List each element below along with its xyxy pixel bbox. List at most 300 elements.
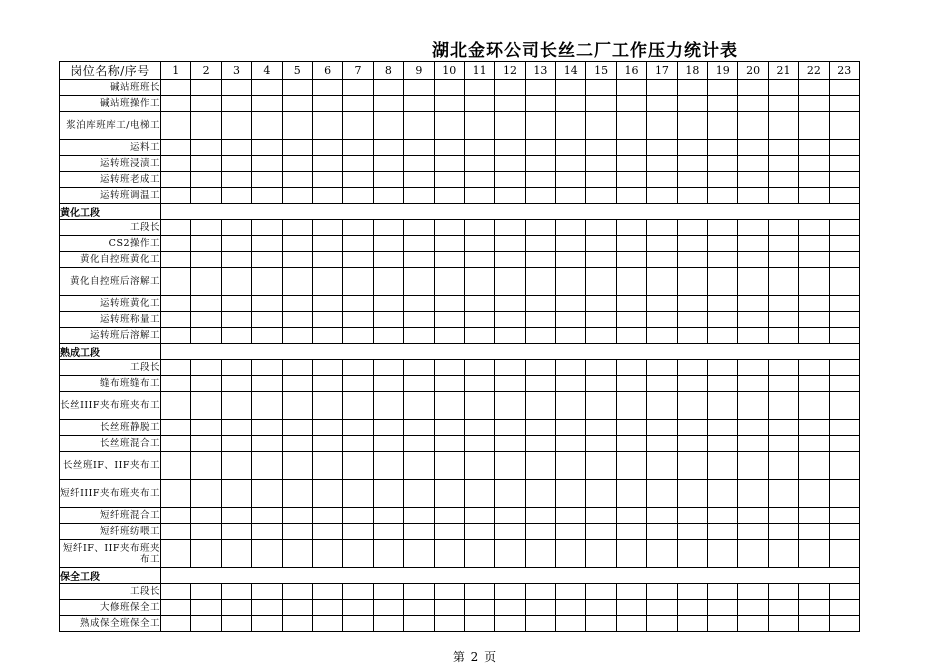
data-cell[interactable] <box>586 508 616 524</box>
data-cell[interactable] <box>768 236 798 252</box>
data-cell[interactable] <box>768 376 798 392</box>
data-cell[interactable] <box>677 140 707 156</box>
data-cell[interactable] <box>191 452 221 480</box>
data-cell[interactable] <box>738 540 768 568</box>
data-cell[interactable] <box>343 172 373 188</box>
data-cell[interactable] <box>464 328 494 344</box>
data-cell[interactable] <box>343 508 373 524</box>
data-cell[interactable] <box>495 268 525 296</box>
data-cell[interactable] <box>738 140 768 156</box>
data-cell[interactable] <box>404 156 434 172</box>
data-cell[interactable] <box>373 296 403 312</box>
data-cell[interactable] <box>252 452 282 480</box>
data-cell[interactable] <box>525 360 555 376</box>
data-cell[interactable] <box>586 420 616 436</box>
data-cell[interactable] <box>191 80 221 96</box>
data-cell[interactable] <box>586 172 616 188</box>
data-cell[interactable] <box>221 376 251 392</box>
data-cell[interactable] <box>799 80 829 96</box>
data-cell[interactable] <box>221 268 251 296</box>
data-cell[interactable] <box>434 600 464 616</box>
data-cell[interactable] <box>586 156 616 172</box>
data-cell[interactable] <box>161 188 191 204</box>
data-cell[interactable] <box>404 328 434 344</box>
data-cell[interactable] <box>161 480 191 508</box>
data-cell[interactable] <box>312 188 342 204</box>
data-cell[interactable] <box>586 616 616 632</box>
data-cell[interactable] <box>312 508 342 524</box>
data-cell[interactable] <box>495 96 525 112</box>
data-cell[interactable] <box>495 600 525 616</box>
data-cell[interactable] <box>434 112 464 140</box>
data-cell[interactable] <box>768 600 798 616</box>
data-cell[interactable] <box>647 296 677 312</box>
data-cell[interactable] <box>829 452 859 480</box>
data-cell[interactable] <box>252 252 282 268</box>
data-cell[interactable] <box>252 236 282 252</box>
data-cell[interactable] <box>708 220 738 236</box>
data-cell[interactable] <box>191 480 221 508</box>
data-cell[interactable] <box>829 236 859 252</box>
data-cell[interactable] <box>829 616 859 632</box>
data-cell[interactable] <box>768 392 798 420</box>
data-cell[interactable] <box>525 524 555 540</box>
data-cell[interactable] <box>677 252 707 268</box>
data-cell[interactable] <box>252 312 282 328</box>
data-cell[interactable] <box>343 420 373 436</box>
data-cell[interactable] <box>677 436 707 452</box>
data-cell[interactable] <box>616 436 646 452</box>
data-cell[interactable] <box>495 420 525 436</box>
data-cell[interactable] <box>799 392 829 420</box>
data-cell[interactable] <box>829 188 859 204</box>
data-cell[interactable] <box>373 600 403 616</box>
data-cell[interactable] <box>464 508 494 524</box>
data-cell[interactable] <box>829 360 859 376</box>
data-cell[interactable] <box>525 188 555 204</box>
data-cell[interactable] <box>495 540 525 568</box>
data-cell[interactable] <box>799 480 829 508</box>
data-cell[interactable] <box>829 540 859 568</box>
data-cell[interactable] <box>312 220 342 236</box>
data-cell[interactable] <box>343 252 373 268</box>
data-cell[interactable] <box>616 616 646 632</box>
data-cell[interactable] <box>434 296 464 312</box>
data-cell[interactable] <box>161 420 191 436</box>
data-cell[interactable] <box>768 172 798 188</box>
data-cell[interactable] <box>525 80 555 96</box>
data-cell[interactable] <box>161 312 191 328</box>
data-cell[interactable] <box>252 328 282 344</box>
data-cell[interactable] <box>525 252 555 268</box>
data-cell[interactable] <box>799 508 829 524</box>
data-cell[interactable] <box>161 540 191 568</box>
data-cell[interactable] <box>373 96 403 112</box>
data-cell[interactable] <box>404 140 434 156</box>
data-cell[interactable] <box>799 112 829 140</box>
data-cell[interactable] <box>495 220 525 236</box>
data-cell[interactable] <box>464 112 494 140</box>
data-cell[interactable] <box>525 156 555 172</box>
data-cell[interactable] <box>161 112 191 140</box>
data-cell[interactable] <box>373 188 403 204</box>
data-cell[interactable] <box>373 328 403 344</box>
data-cell[interactable] <box>738 524 768 540</box>
data-cell[interactable] <box>221 312 251 328</box>
data-cell[interactable] <box>738 220 768 236</box>
data-cell[interactable] <box>677 616 707 632</box>
data-cell[interactable] <box>221 584 251 600</box>
data-cell[interactable] <box>464 600 494 616</box>
data-cell[interactable] <box>373 452 403 480</box>
data-cell[interactable] <box>404 540 434 568</box>
data-cell[interactable] <box>708 600 738 616</box>
data-cell[interactable] <box>708 80 738 96</box>
data-cell[interactable] <box>768 452 798 480</box>
data-cell[interactable] <box>799 600 829 616</box>
data-cell[interactable] <box>373 312 403 328</box>
data-cell[interactable] <box>586 312 616 328</box>
data-cell[interactable] <box>404 112 434 140</box>
data-cell[interactable] <box>799 436 829 452</box>
data-cell[interactable] <box>161 156 191 172</box>
data-cell[interactable] <box>647 508 677 524</box>
data-cell[interactable] <box>191 268 221 296</box>
data-cell[interactable] <box>616 540 646 568</box>
data-cell[interactable] <box>616 252 646 268</box>
data-cell[interactable] <box>556 508 586 524</box>
data-cell[interactable] <box>404 268 434 296</box>
data-cell[interactable] <box>282 600 312 616</box>
data-cell[interactable] <box>829 584 859 600</box>
data-cell[interactable] <box>252 480 282 508</box>
data-cell[interactable] <box>647 220 677 236</box>
data-cell[interactable] <box>221 600 251 616</box>
data-cell[interactable] <box>738 96 768 112</box>
data-cell[interactable] <box>191 220 221 236</box>
data-cell[interactable] <box>799 236 829 252</box>
data-cell[interactable] <box>343 540 373 568</box>
data-cell[interactable] <box>252 600 282 616</box>
data-cell[interactable] <box>799 616 829 632</box>
data-cell[interactable] <box>434 360 464 376</box>
data-cell[interactable] <box>616 600 646 616</box>
data-cell[interactable] <box>434 80 464 96</box>
data-cell[interactable] <box>221 96 251 112</box>
data-cell[interactable] <box>282 480 312 508</box>
data-cell[interactable] <box>464 296 494 312</box>
data-cell[interactable] <box>191 172 221 188</box>
data-cell[interactable] <box>312 420 342 436</box>
data-cell[interactable] <box>647 524 677 540</box>
data-cell[interactable] <box>586 220 616 236</box>
data-cell[interactable] <box>161 140 191 156</box>
data-cell[interactable] <box>768 156 798 172</box>
data-cell[interactable] <box>373 540 403 568</box>
data-cell[interactable] <box>829 524 859 540</box>
data-cell[interactable] <box>373 524 403 540</box>
data-cell[interactable] <box>556 252 586 268</box>
data-cell[interactable] <box>343 392 373 420</box>
data-cell[interactable] <box>647 616 677 632</box>
data-cell[interactable] <box>312 540 342 568</box>
data-cell[interactable] <box>829 376 859 392</box>
data-cell[interactable] <box>464 268 494 296</box>
data-cell[interactable] <box>404 296 434 312</box>
data-cell[interactable] <box>373 508 403 524</box>
data-cell[interactable] <box>434 156 464 172</box>
data-cell[interactable] <box>221 80 251 96</box>
data-cell[interactable] <box>282 540 312 568</box>
data-cell[interactable] <box>161 508 191 524</box>
data-cell[interactable] <box>708 140 738 156</box>
data-cell[interactable] <box>738 296 768 312</box>
data-cell[interactable] <box>829 312 859 328</box>
data-cell[interactable] <box>768 436 798 452</box>
data-cell[interactable] <box>768 112 798 140</box>
data-cell[interactable] <box>191 508 221 524</box>
data-cell[interactable] <box>495 360 525 376</box>
data-cell[interactable] <box>768 96 798 112</box>
data-cell[interactable] <box>495 392 525 420</box>
data-cell[interactable] <box>708 112 738 140</box>
data-cell[interactable] <box>829 80 859 96</box>
data-cell[interactable] <box>495 188 525 204</box>
data-cell[interactable] <box>464 188 494 204</box>
data-cell[interactable] <box>495 252 525 268</box>
data-cell[interactable] <box>343 296 373 312</box>
data-cell[interactable] <box>282 524 312 540</box>
data-cell[interactable] <box>343 188 373 204</box>
data-cell[interactable] <box>738 392 768 420</box>
data-cell[interactable] <box>221 508 251 524</box>
data-cell[interactable] <box>708 584 738 600</box>
data-cell[interactable] <box>799 328 829 344</box>
data-cell[interactable] <box>738 616 768 632</box>
data-cell[interactable] <box>404 172 434 188</box>
data-cell[interactable] <box>768 140 798 156</box>
data-cell[interactable] <box>312 172 342 188</box>
data-cell[interactable] <box>464 360 494 376</box>
data-cell[interactable] <box>799 96 829 112</box>
data-cell[interactable] <box>525 296 555 312</box>
data-cell[interactable] <box>586 524 616 540</box>
data-cell[interactable] <box>647 600 677 616</box>
data-cell[interactable] <box>708 480 738 508</box>
data-cell[interactable] <box>495 480 525 508</box>
data-cell[interactable] <box>464 436 494 452</box>
data-cell[interactable] <box>556 236 586 252</box>
data-cell[interactable] <box>677 508 707 524</box>
data-cell[interactable] <box>373 360 403 376</box>
data-cell[interactable] <box>799 584 829 600</box>
data-cell[interactable] <box>343 524 373 540</box>
data-cell[interactable] <box>404 600 434 616</box>
data-cell[interactable] <box>161 600 191 616</box>
data-cell[interactable] <box>312 268 342 296</box>
data-cell[interactable] <box>829 220 859 236</box>
data-cell[interactable] <box>556 312 586 328</box>
data-cell[interactable] <box>677 220 707 236</box>
data-cell[interactable] <box>191 252 221 268</box>
data-cell[interactable] <box>708 452 738 480</box>
data-cell[interactable] <box>282 268 312 296</box>
data-cell[interactable] <box>647 188 677 204</box>
data-cell[interactable] <box>495 508 525 524</box>
data-cell[interactable] <box>586 96 616 112</box>
data-cell[interactable] <box>738 156 768 172</box>
data-cell[interactable] <box>616 112 646 140</box>
data-cell[interactable] <box>556 452 586 480</box>
data-cell[interactable] <box>373 112 403 140</box>
data-cell[interactable] <box>464 312 494 328</box>
data-cell[interactable] <box>525 96 555 112</box>
data-cell[interactable] <box>616 392 646 420</box>
data-cell[interactable] <box>829 508 859 524</box>
data-cell[interactable] <box>556 436 586 452</box>
data-cell[interactable] <box>647 312 677 328</box>
data-cell[interactable] <box>738 188 768 204</box>
data-cell[interactable] <box>556 328 586 344</box>
data-cell[interactable] <box>221 420 251 436</box>
data-cell[interactable] <box>373 616 403 632</box>
data-cell[interactable] <box>708 188 738 204</box>
data-cell[interactable] <box>404 420 434 436</box>
data-cell[interactable] <box>616 268 646 296</box>
data-cell[interactable] <box>161 220 191 236</box>
data-cell[interactable] <box>799 140 829 156</box>
data-cell[interactable] <box>191 312 221 328</box>
data-cell[interactable] <box>708 172 738 188</box>
data-cell[interactable] <box>404 452 434 480</box>
data-cell[interactable] <box>708 268 738 296</box>
data-cell[interactable] <box>312 616 342 632</box>
data-cell[interactable] <box>616 376 646 392</box>
data-cell[interactable] <box>221 220 251 236</box>
data-cell[interactable] <box>768 188 798 204</box>
data-cell[interactable] <box>556 376 586 392</box>
data-cell[interactable] <box>434 524 464 540</box>
data-cell[interactable] <box>677 584 707 600</box>
data-cell[interactable] <box>434 172 464 188</box>
data-cell[interactable] <box>161 584 191 600</box>
data-cell[interactable] <box>677 392 707 420</box>
data-cell[interactable] <box>252 96 282 112</box>
data-cell[interactable] <box>373 220 403 236</box>
data-cell[interactable] <box>495 80 525 96</box>
data-cell[interactable] <box>495 328 525 344</box>
data-cell[interactable] <box>647 420 677 436</box>
data-cell[interactable] <box>191 420 221 436</box>
data-cell[interactable] <box>556 96 586 112</box>
data-cell[interactable] <box>677 96 707 112</box>
data-cell[interactable] <box>252 80 282 96</box>
data-cell[interactable] <box>464 480 494 508</box>
data-cell[interactable] <box>282 156 312 172</box>
data-cell[interactable] <box>647 480 677 508</box>
data-cell[interactable] <box>343 376 373 392</box>
data-cell[interactable] <box>799 156 829 172</box>
data-cell[interactable] <box>221 436 251 452</box>
data-cell[interactable] <box>768 252 798 268</box>
data-cell[interactable] <box>191 156 221 172</box>
data-cell[interactable] <box>191 392 221 420</box>
data-cell[interactable] <box>252 584 282 600</box>
data-cell[interactable] <box>404 188 434 204</box>
data-cell[interactable] <box>829 436 859 452</box>
data-cell[interactable] <box>312 112 342 140</box>
data-cell[interactable] <box>525 112 555 140</box>
data-cell[interactable] <box>525 392 555 420</box>
data-cell[interactable] <box>312 360 342 376</box>
data-cell[interactable] <box>343 436 373 452</box>
data-cell[interactable] <box>282 220 312 236</box>
data-cell[interactable] <box>282 296 312 312</box>
data-cell[interactable] <box>525 328 555 344</box>
data-cell[interactable] <box>161 252 191 268</box>
data-cell[interactable] <box>495 524 525 540</box>
data-cell[interactable] <box>738 252 768 268</box>
data-cell[interactable] <box>191 360 221 376</box>
data-cell[interactable] <box>616 80 646 96</box>
data-cell[interactable] <box>677 524 707 540</box>
data-cell[interactable] <box>404 96 434 112</box>
data-cell[interactable] <box>373 80 403 96</box>
data-cell[interactable] <box>616 156 646 172</box>
data-cell[interactable] <box>799 360 829 376</box>
data-cell[interactable] <box>768 584 798 600</box>
data-cell[interactable] <box>373 436 403 452</box>
data-cell[interactable] <box>738 480 768 508</box>
data-cell[interactable] <box>282 436 312 452</box>
data-cell[interactable] <box>343 140 373 156</box>
data-cell[interactable] <box>556 420 586 436</box>
data-cell[interactable] <box>434 328 464 344</box>
data-cell[interactable] <box>373 156 403 172</box>
data-cell[interactable] <box>464 452 494 480</box>
data-cell[interactable] <box>221 172 251 188</box>
data-cell[interactable] <box>404 524 434 540</box>
data-cell[interactable] <box>647 268 677 296</box>
data-cell[interactable] <box>221 540 251 568</box>
data-cell[interactable] <box>556 616 586 632</box>
data-cell[interactable] <box>464 236 494 252</box>
data-cell[interactable] <box>191 96 221 112</box>
data-cell[interactable] <box>556 296 586 312</box>
data-cell[interactable] <box>161 436 191 452</box>
data-cell[interactable] <box>464 252 494 268</box>
data-cell[interactable] <box>161 236 191 252</box>
data-cell[interactable] <box>252 508 282 524</box>
data-cell[interactable] <box>191 296 221 312</box>
data-cell[interactable] <box>343 268 373 296</box>
data-cell[interactable] <box>799 312 829 328</box>
data-cell[interactable] <box>282 360 312 376</box>
data-cell[interactable] <box>799 524 829 540</box>
data-cell[interactable] <box>343 312 373 328</box>
data-cell[interactable] <box>282 508 312 524</box>
data-cell[interactable] <box>464 172 494 188</box>
data-cell[interactable] <box>495 584 525 600</box>
data-cell[interactable] <box>708 420 738 436</box>
data-cell[interactable] <box>343 360 373 376</box>
data-cell[interactable] <box>191 616 221 632</box>
data-cell[interactable] <box>708 616 738 632</box>
data-cell[interactable] <box>464 156 494 172</box>
data-cell[interactable] <box>191 436 221 452</box>
data-cell[interactable] <box>738 584 768 600</box>
data-cell[interactable] <box>161 360 191 376</box>
